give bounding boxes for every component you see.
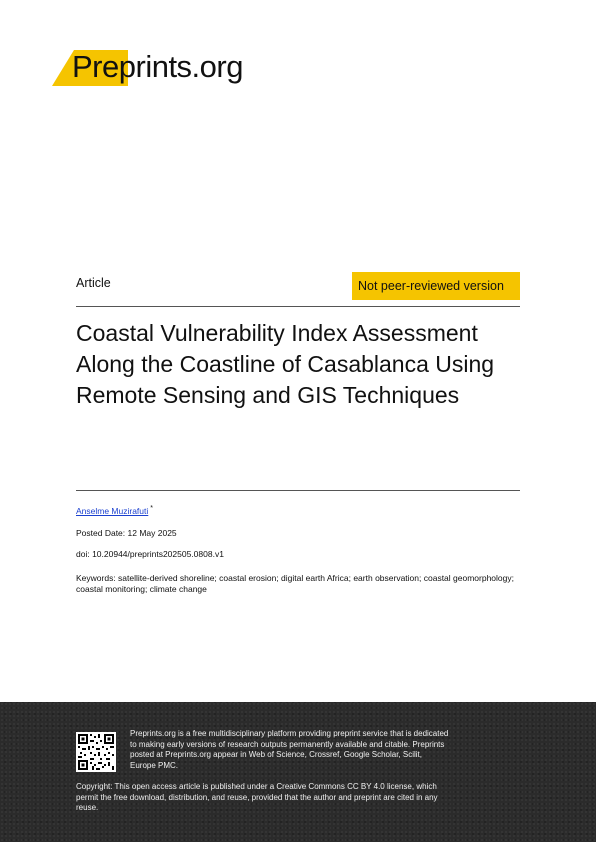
logo-prefix: Pre — [72, 49, 119, 84]
top-divider — [76, 306, 520, 307]
copyright-notice: Copyright: This open access article is published under a Creative Commons CC BY 4.0 license, which permit the free download, distribution, and reuse, provided that the author and preprint are cited in any reuse. — [76, 782, 438, 812]
author-mark: * — [150, 505, 154, 512]
article-type: Article — [76, 276, 111, 290]
peer-review-badge: Not peer-reviewed version — [352, 272, 520, 300]
keywords: Keywords: satellite-derived shoreline; coastal erosion; digital earth Africa; earth observation; coastal geomorphology; coastal monitoring; climate change — [76, 573, 514, 594]
paper-title: Coastal Vulnerability Index Assessment Along the Coastline of Casablanca Using Remote Sensing and GIS Techniques — [76, 320, 495, 408]
logo-suffix: prints.org — [118, 49, 243, 84]
logo-text — [72, 48, 243, 86]
footer — [0, 702, 596, 842]
platform-description: Preprints.org is a free multidisciplinary platform providing preprint service that is dedicated to making early versions of research outputs permanently available and citable. Preprints posted at Preprints.org appear in Web of Science, Crossref, Google Scholar, Scilit, Europe PMC. — [130, 729, 449, 770]
author-line — [76, 505, 153, 516]
qr-code-icon — [78, 734, 114, 770]
qr-code[interactable] — [76, 732, 116, 772]
preprints-logo[interactable] — [52, 50, 292, 86]
bottom-divider — [76, 490, 520, 491]
doi[interactable]: doi: 10.20944/preprints202505.0808.v1 — [76, 549, 224, 559]
author-link[interactable]: Anselme Muzirafuti — [76, 505, 149, 516]
posted-date: Posted Date: 12 May 2025 — [76, 528, 177, 538]
